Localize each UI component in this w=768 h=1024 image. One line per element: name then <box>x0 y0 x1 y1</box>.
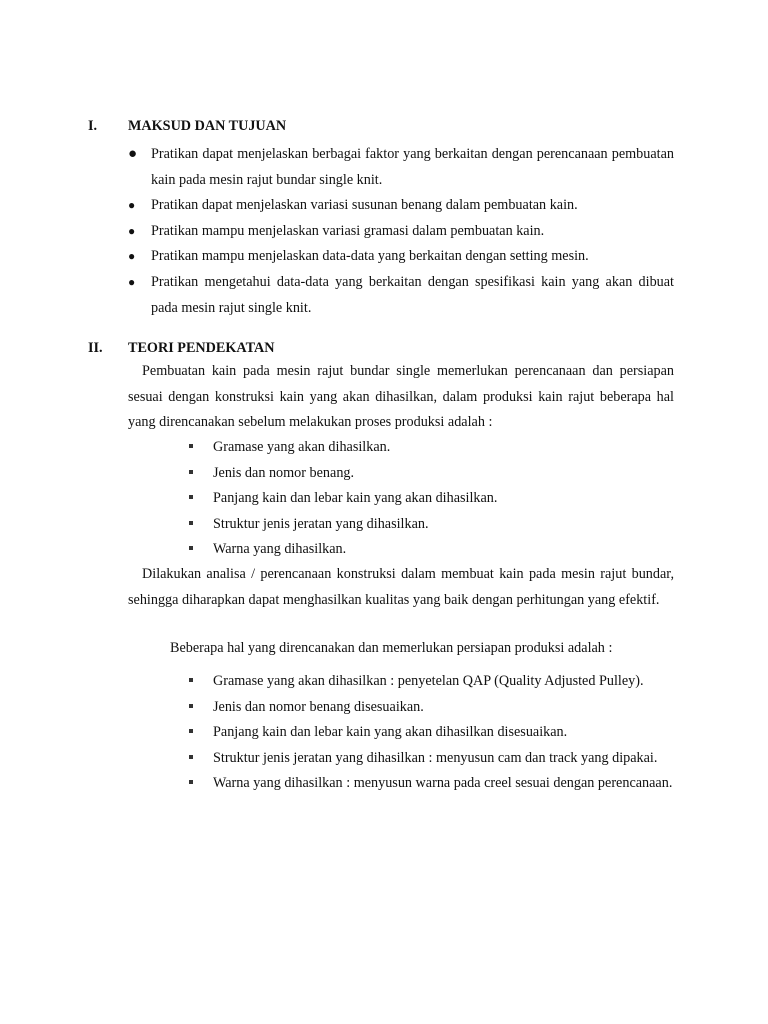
square-bullet-icon <box>189 521 193 525</box>
section-1-number: I. <box>88 118 98 134</box>
list-item-text: Warna yang dihasilkan : menyusun warna pada creel sesuai dengan perencanaan. <box>213 775 673 792</box>
bullet-icon: ● <box>128 146 138 162</box>
theory-paragraph-3: Beberapa hal yang direncanakan dan memerlukan persiapan produksi adalah : <box>170 640 613 656</box>
list-item-text: Pratikan mampu menjelaskan variasi gramasi dalam pembuatan kain. <box>151 222 545 239</box>
list-item-text: Pratikan dapat menjelaskan variasi susunan benang dalam pembuatan kain. <box>151 197 578 214</box>
list-item-text: Jenis dan nomor benang. <box>213 464 355 481</box>
objectives-list <box>128 142 674 321</box>
list-item-text: Pratikan mampu menjelaskan data-data yang berkaitan dengan setting mesin. <box>151 248 589 265</box>
list-item-text: Panjang kain dan lebar kain yang akan dihasilkan disesuaikan. <box>213 724 568 741</box>
theory-paragraph-1 <box>128 359 674 436</box>
list-item-text: Gramase yang akan dihasilkan. <box>213 439 391 455</box>
section-2-title: TEORI PENDEKATAN <box>128 340 275 356</box>
list-item <box>188 695 674 721</box>
preparation-list <box>188 669 674 797</box>
square-bullet-icon <box>189 755 193 759</box>
list-item <box>188 771 674 797</box>
list-item <box>128 244 674 270</box>
list-item <box>128 219 674 245</box>
list-item-text: Panjang kain dan lebar kain yang akan dihasilkan. <box>213 490 498 507</box>
bullet-icon: ● <box>128 274 136 289</box>
paragraph-text: Dilakukan analisa / perencanaan konstruksi dalam membuat kain pada mesin rajut bundar, sehingga diharapkan dapat menghasilkan kualitas yang baik dengan perhitungan yang efektif. <box>128 566 674 608</box>
square-bullet-icon <box>189 444 193 448</box>
list-item <box>188 486 674 512</box>
square-bullet-icon <box>189 495 193 499</box>
list-item-text: Pratikan dapat menjelaskan berbagai faktor yang berkaitan dengan perencanaan pembuatan kain pada mesin rajut bundar single knit. <box>151 146 674 188</box>
list-item <box>188 435 674 461</box>
list-item-text: Pratikan mengetahui data-data yang berkaitan dengan spesifikasi kain yang akan dibuat pada mesin rajut single knit. <box>151 273 674 316</box>
list-item <box>188 720 674 746</box>
list-item-text: Struktur jenis jeratan yang dihasilkan. <box>213 515 429 532</box>
square-bullet-icon <box>189 546 193 550</box>
list-item-text: Gramase yang akan dihasilkan : penyetelan QAP (Quality Adjusted Pulley). <box>213 673 644 689</box>
list-item <box>128 193 674 219</box>
planning-list <box>188 435 674 563</box>
bullet-icon: ● <box>128 249 136 264</box>
paragraph-text: Pembuatan kain pada mesin rajut bundar single memerlukan perencanaan dan persiapan sesuai dengan konstruksi kain yang akan dihasilkan, dalam produksi kain rajut beberapa hal yang direncanakan sebelum melakukan proses produksi adalah : <box>128 363 674 431</box>
bullet-icon: ● <box>128 198 136 213</box>
bullet-icon: ● <box>128 223 136 238</box>
square-bullet-icon <box>189 729 193 733</box>
list-item <box>188 746 674 772</box>
list-item <box>188 537 674 563</box>
section-1-title: MAKSUD DAN TUJUAN <box>128 118 287 134</box>
list-item <box>188 512 674 538</box>
theory-paragraph-2 <box>128 562 674 613</box>
square-bullet-icon <box>189 704 193 708</box>
list-item <box>188 461 674 487</box>
list-item <box>128 270 674 321</box>
list-item <box>188 669 674 695</box>
section-2-number: II. <box>88 340 103 356</box>
square-bullet-icon <box>189 780 193 784</box>
list-item-text: Warna yang dihasilkan. <box>213 541 347 558</box>
list-item-text: Jenis dan nomor benang disesuaikan. <box>213 698 424 715</box>
square-bullet-icon <box>189 470 193 474</box>
list-item-text: Struktur jenis jeratan yang dihasilkan : menyusun cam dan track yang dipakai. <box>213 749 658 766</box>
list-item <box>128 142 674 193</box>
square-bullet-icon <box>189 678 193 682</box>
